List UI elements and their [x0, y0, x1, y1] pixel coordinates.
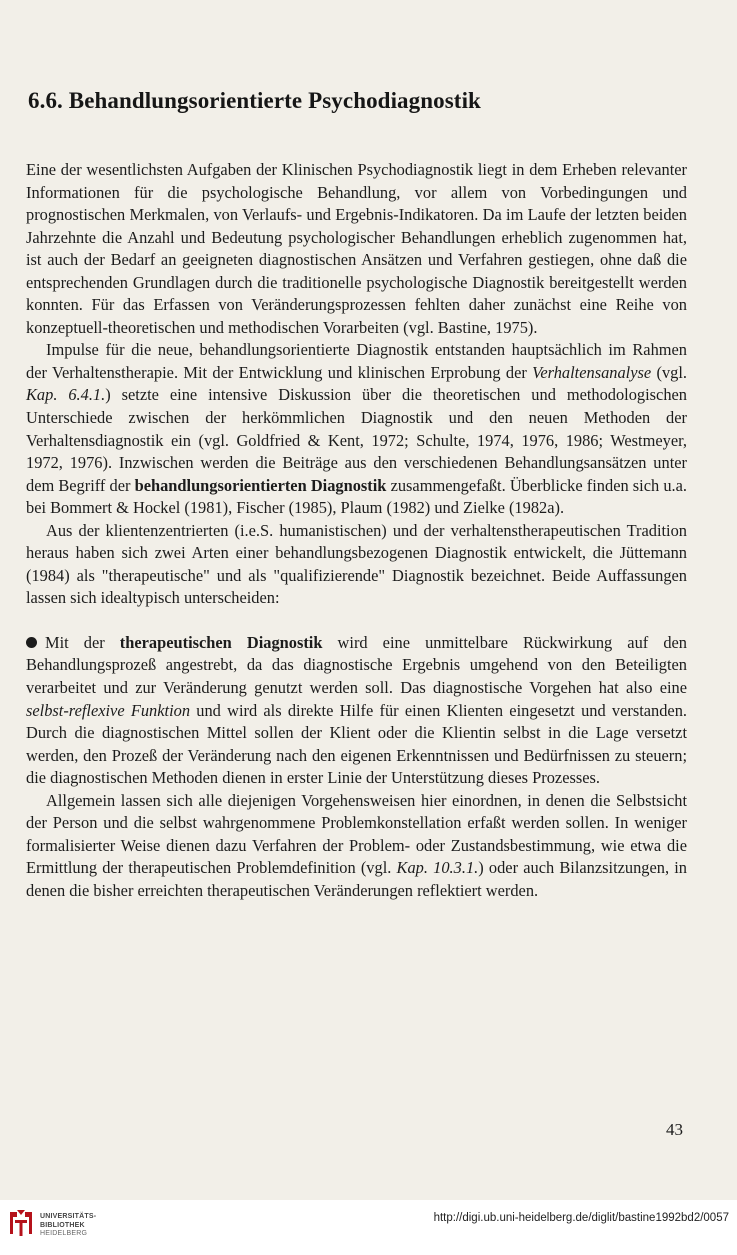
- p2-italic-term: Verhaltensanalyse: [532, 362, 652, 382]
- paragraph-1: [26, 159, 687, 339]
- p5-text-a: Allgemein lassen sich alle diejenigen Vorgehensweisen hier einordnen, in denen die Selbstsicht der Person und die selbst wahrgenommene Problemkonstellation erfaßt werden sollen. In weniger formalisierter Weise dienen dazu Verfahren der Problem- oder Zustandsbestimmung, wie etwa die Ermittlung der therapeutischen Problemdefinition (vgl.: [26, 790, 687, 878]
- p2-text-c: ) setzte eine intensive Diskussion über die theoretischen und methodologischen Unterschiede zwischen der herkömmlichen Diagnostik und den neuen Methoden der Verhaltensdiagnostik ein (vgl. Goldfried & Kent, 1972; Schulte, 1974, 1976, 1986; Westmeyer, 1972, 1976). Inzwischen werden die Beiträge aus den verschiedenen Behandlungsansätzen unter dem Begriff der: [26, 385, 687, 495]
- p2-chapter-ref: Kap. 6.4.1.: [26, 385, 106, 405]
- p5-chapter-ref: Kap. 10.3.1.: [396, 858, 479, 878]
- p2-text-a: Impulse für die neue, behandlungsorientierte Diagnostik entstanden hauptsächlich im Rahmen der Verhaltenstherapie. Mit der Entwicklung und klinischen Erprobung der: [26, 340, 687, 382]
- section-heading: 6.6. Behandlungsorientierte Psychodiagnostik: [28, 88, 481, 113]
- paragraph-5: [26, 790, 687, 903]
- source-url-link[interactable]: http://digi.ub.uni-heidelberg.de/diglit/bastine1992bd2/0057: [433, 1212, 729, 1224]
- p5-text-b: ) oder auch Bilanzsitzungen, in denen die bisher erreichten therapeutischen Veränderungen reflektiert werden.: [26, 858, 688, 900]
- body-text: [26, 159, 687, 903]
- p1-text: Eine der wesentlichsten Aufgaben der Klinischen Psychodiagnostik liegt in dem Erheben relevanter Informationen für die psychologische Behandlung, vor allem von Vorbedingungen und prognostischen Merkmalen, von Verlaufs- und Ergebnis-Indikatoren. Da im Laufe der letzten beiden Jahrzehnte die Anzahl und Bedeutung psychologischer Behandlungen erheblich zugenommen hat, ist auch der Bedarf an geeigneten diagnostischen Ansätzen und Verfahren gestiegen, ohne daß die entsprechenden Grundlagen durch die traditionelle psychologische Diagnostik bereitgestellt werden konnten. Für das Erfassen von Veränderungsprozessen fehlten daher zunächst eine Reihe von konzeptuell-theoretischen und methodischen Vorarbeiten (vgl. Bastine, 1975).: [26, 160, 687, 337]
- library-line-2: BIBLIOTHEK: [40, 1221, 85, 1229]
- p4-text-b: wird eine unmittelbare Rückwirkung auf den Behandlungsprozeß angestrebt, da das diagnostische Ergebnis umgehend von den Beteiligten verarbeitet und zur Veränderung genutzt werden soll. Das diagnostische Vorgehen hat also eine: [26, 632, 687, 698]
- bullet-icon: [26, 637, 37, 648]
- library-line-1: UNIVERSITÄTS-: [40, 1213, 97, 1220]
- p3-text: Aus der klientenzentrierten (i.e.S. humanistischen) und der verhaltenstherapeutischen Tradition heraus haben sich zwei Arten einer behandlungsbezogenen Diagnostik entwickelt, die Jüttemann (1984) als "therapeutische" und als "qualifizierende" Diagnostik bezeichnet. Beide Auffassungen lassen sich idealtypisch unterscheiden:: [26, 520, 687, 608]
- footer-bar: [0, 1200, 737, 1255]
- p2-bold-term: behandlungsorientierten Diagnostik: [134, 475, 387, 495]
- paragraph-2: [26, 339, 687, 519]
- p2-text-d: zusammengefaßt. Überblicke finden sich u.a. bei Bommert & Hockel (1981), Fischer (1985), Plaum (1982) und Zielke (1982a).: [26, 475, 687, 518]
- library-city: HEIDELBERG: [40, 1230, 88, 1237]
- paragraph-3: [26, 520, 687, 610]
- ub-heidelberg-logo-icon[interactable]: [8, 1208, 34, 1238]
- p4-bold-term: therapeutischen Diagnostik: [119, 632, 323, 652]
- p2-text-b: (vgl.: [651, 362, 687, 382]
- p4-text-c: und wird als direkte Hilfe für einen Klienten eingesetzt und verstanden. Durch die diagnostischen Mittel sollen der Klient oder die Klientin selbst in die Lage versetzt werden, den Prozeß der Veränderung nach den eigenen Erkenntnissen und Bedürfnissen zu steuern; die diagnostischen Methoden dienen in erster Linie der Unterstützung dieses Prozesses.: [26, 700, 688, 788]
- library-name: [40, 1213, 96, 1239]
- p4-italic-term: selbst-reflexive Funktion: [26, 700, 191, 720]
- page-number: 43: [666, 1120, 683, 1139]
- bullet-paragraph: [26, 632, 687, 790]
- p4-text-a: Mit der: [45, 632, 120, 652]
